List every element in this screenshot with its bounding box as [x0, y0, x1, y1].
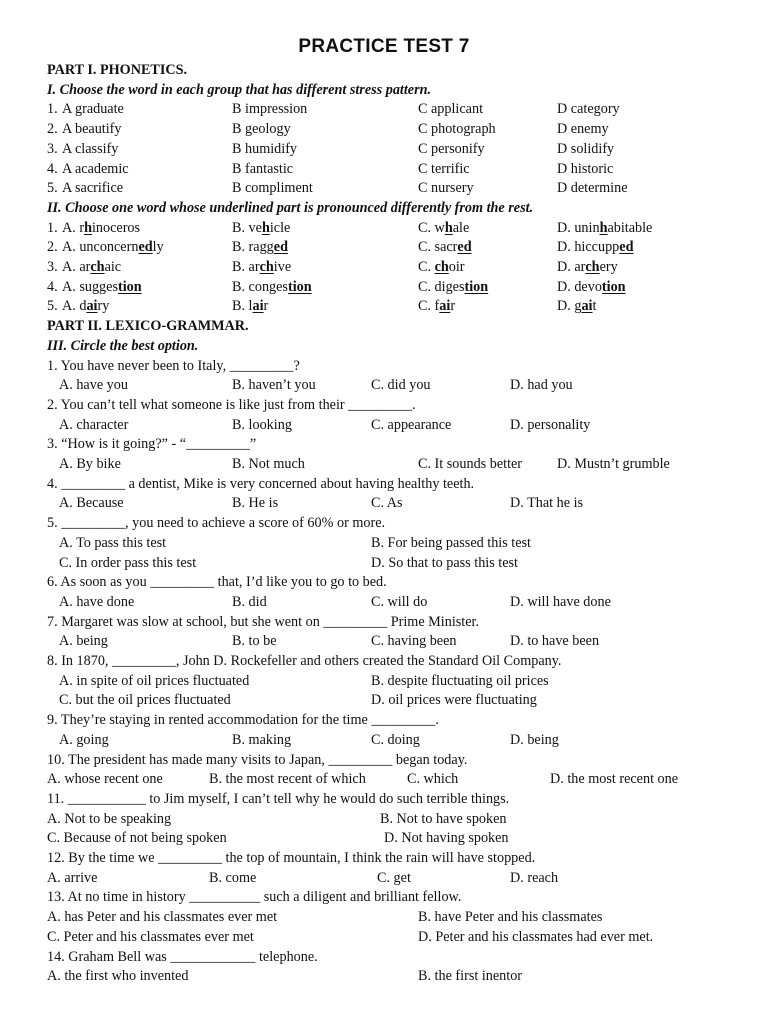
section1-instruction: I. Choose the word in each group that has different stress pattern.	[47, 81, 432, 98]
underlined-part: h	[599, 219, 608, 236]
underlined-part: ed	[273, 239, 288, 256]
stress-question-row	[0, 119, 768, 139]
option-a: A sacrifice	[62, 180, 124, 197]
underlined-part: ed	[457, 239, 472, 256]
underlined-part: ed	[138, 239, 153, 256]
option-b: B impression	[232, 101, 308, 118]
option-a: A. By bike	[59, 456, 121, 472]
options-row	[0, 553, 768, 573]
question-stem: 10. The president has made many visits to Japan, _________ began today.	[47, 751, 468, 768]
option-c: C applicant	[418, 101, 484, 118]
question-stem: 14. Graham Bell was ____________ telephone.	[47, 948, 318, 965]
question-stem-line	[0, 356, 768, 376]
stress-question-row	[0, 178, 768, 198]
option-a: A graduate	[62, 101, 124, 118]
option-a: A. Because	[59, 495, 124, 512]
option-d: D enemy	[557, 121, 609, 138]
question-number: 4.	[47, 278, 58, 295]
underlined-part: h	[444, 219, 453, 236]
option-d: D. personality	[510, 416, 591, 433]
options-row	[0, 533, 768, 553]
question-stem-line	[0, 710, 768, 730]
option-c: C. get	[377, 869, 411, 886]
pronunciation-question-row	[0, 218, 768, 238]
option-b: B. looking	[232, 416, 292, 433]
options-row	[0, 769, 768, 789]
underlined-part: tion	[117, 278, 142, 295]
section2-instruction-line	[0, 198, 768, 218]
option-d: D. had you	[510, 377, 573, 394]
option-d: D category	[557, 101, 620, 118]
question-stem-line	[0, 651, 768, 671]
option-b: B. Not much	[232, 456, 305, 472]
underlined-part: ai	[252, 298, 264, 315]
question-stem: 4. _________ a dentist, Mike is very concerned about having healthy teeth.	[47, 475, 475, 492]
option-c: C personify	[418, 140, 485, 157]
question-number: 3.	[47, 140, 58, 157]
option-a: A classify	[62, 140, 119, 157]
option-b: B geology	[232, 121, 291, 138]
question-number: 5.	[47, 180, 58, 197]
option-a: A. Not to be speaking	[47, 810, 172, 827]
question-stem-line	[0, 572, 768, 592]
option-d: D. to have been	[510, 633, 600, 650]
question-stem-line	[0, 947, 768, 967]
underlined-part: ch	[259, 259, 274, 275]
option-b: B. making	[232, 731, 292, 748]
option-c: C. but the oil prices fluctuated	[59, 692, 231, 709]
option-b: B. haven’t you	[232, 377, 316, 394]
option-d: D. reach	[510, 869, 559, 886]
option-c: C terrific	[418, 160, 470, 177]
option-a: A. character	[59, 416, 129, 433]
question-stem-line	[0, 887, 768, 907]
option-a: A. have you	[59, 377, 128, 394]
options-row	[0, 493, 768, 513]
option-d: D. archery	[557, 259, 618, 275]
option-d: D. Not having spoken	[384, 830, 509, 847]
option-a: A. rhinoceros	[62, 219, 141, 236]
option-c: C. having been	[371, 633, 457, 650]
option-d: D. will have done	[510, 593, 611, 610]
question-stem: 8. In 1870, _________, John D. Rockefeller and others created the Standard Oil Company.	[47, 653, 562, 669]
underlined-part: tion	[464, 278, 489, 295]
option-b: B. the most recent of which	[209, 771, 366, 788]
option-c: C. Peter and his classmates ever met	[47, 928, 254, 945]
question-number: 5.	[47, 298, 58, 315]
question-number: 3.	[47, 259, 58, 275]
options-row	[0, 375, 768, 395]
pronunciation-question-row	[0, 277, 768, 297]
section2-instruction: II. Choose one word whose underlined part is pronounced differently from the rest.	[47, 199, 534, 216]
option-b: B. Not to have spoken	[380, 810, 507, 827]
question-number: 4.	[47, 160, 58, 177]
option-b: B. did	[232, 593, 267, 610]
stress-question-row	[0, 159, 768, 179]
option-a: A. archaic	[62, 259, 122, 275]
option-d: D. Mustn’t grumble	[557, 456, 670, 472]
option-b: B. congestion	[232, 278, 312, 295]
option-a: A. going	[59, 731, 109, 748]
question-number: 2.	[47, 121, 58, 138]
question-stem: 5. _________, you need to achieve a score of 60% or more.	[47, 515, 386, 532]
option-c: C. In order pass this test	[59, 554, 197, 571]
underlined-part: ai	[581, 298, 593, 315]
question-stem-line	[0, 434, 768, 454]
options-row	[0, 415, 768, 435]
options-row	[0, 454, 768, 474]
options-row	[0, 927, 768, 947]
question-stem-line	[0, 395, 768, 415]
section3-instruction: III. Circle the best option.	[47, 337, 199, 354]
question-number: 2.	[47, 239, 58, 256]
underlined-part: ed	[619, 239, 634, 256]
part2-heading-line	[0, 316, 768, 336]
option-c: C nursery	[418, 180, 474, 197]
page-title: PRACTICE TEST 7	[298, 36, 470, 57]
option-b: B. despite fluctuating oil prices	[371, 672, 549, 689]
question-stem: 3. “How is it going?” - “_________”	[47, 436, 257, 453]
option-b: B. lair	[232, 298, 269, 315]
underlined-part: ch	[434, 259, 449, 275]
option-b: B compliment	[232, 180, 313, 197]
option-c: C. Because of not being spoken	[47, 830, 227, 847]
option-c: C. As	[371, 495, 403, 512]
option-a: A academic	[62, 160, 129, 177]
question-number: 1.	[47, 101, 58, 118]
option-b: B fantastic	[232, 160, 294, 177]
question-stem-line	[0, 750, 768, 770]
part1-heading: PART I. PHONETICS.	[47, 62, 188, 78]
option-b: B. to be	[232, 633, 277, 650]
pronunciation-question-row	[0, 257, 768, 277]
option-c: C. sacred	[418, 239, 472, 256]
option-b: B. ragged	[232, 239, 288, 256]
option-b: B. vehicle	[232, 219, 291, 236]
options-row	[0, 809, 768, 829]
option-a: A. whose recent one	[47, 771, 163, 788]
option-b: B. He is	[232, 495, 279, 512]
option-b: B humidify	[232, 140, 298, 157]
stress-question-row	[0, 99, 768, 119]
option-a: A. have done	[59, 593, 135, 610]
option-a: A. suggestion	[62, 278, 142, 295]
option-d: D. That he is	[510, 495, 584, 512]
option-a: A. the first who invented	[47, 968, 189, 985]
option-b: B. archive	[232, 259, 292, 275]
section1-instruction-line	[0, 80, 768, 100]
question-stem: 6. As soon as you _________ that, I’d like you to go to bed.	[47, 574, 387, 591]
question-stem: 7. Margaret was slow at school, but she went on _________ Prime Minister.	[47, 613, 480, 630]
part1-heading-line	[0, 60, 768, 80]
underlined-part: ch	[585, 259, 600, 275]
option-c: C. which	[407, 771, 459, 788]
option-d: D. hiccupped	[557, 239, 634, 256]
option-c: C. fair	[418, 298, 456, 315]
underlined-part: tion	[287, 278, 312, 295]
option-a: A. arrive	[47, 869, 98, 886]
option-a: A. To pass this test	[59, 534, 167, 551]
options-row	[0, 730, 768, 750]
question-stem: 12. By the time we _________ the top of mountain, I think the rain will have stopped.	[47, 850, 536, 866]
option-d: D. So that to pass this test	[371, 554, 519, 571]
option-d: D. being	[510, 731, 559, 748]
option-c: C. choir	[418, 259, 465, 275]
option-a: A. in spite of oil prices fluctuated	[59, 672, 250, 689]
question-stem: 2. You can’t tell what someone is like just from their _________.	[47, 396, 416, 413]
option-c: C. It sounds better	[418, 456, 523, 472]
option-a: A. has Peter and his classmates ever met	[47, 909, 278, 926]
option-b: B. the first inentor	[418, 968, 523, 985]
option-a: A beautify	[62, 121, 122, 138]
option-a: A. being	[59, 633, 108, 650]
option-d: D. gait	[557, 298, 597, 315]
option-c: C. doing	[371, 731, 420, 748]
option-d: D solidify	[557, 140, 615, 157]
option-d: D. uninhabitable	[557, 219, 653, 236]
options-row	[0, 828, 768, 848]
underlined-part: ai	[439, 298, 451, 315]
options-row	[0, 690, 768, 710]
option-a: A. unconcernedly	[62, 239, 164, 256]
question-stem: 1. You have never been to Italy, _________?	[47, 357, 300, 374]
pronunciation-question-row	[0, 237, 768, 257]
option-b: B. For being passed this test	[371, 534, 531, 551]
options-row	[0, 592, 768, 612]
section3-instruction-line	[0, 336, 768, 356]
question-stem-line	[0, 513, 768, 533]
options-row	[0, 631, 768, 651]
option-c: C photograph	[418, 121, 496, 138]
option-c: C. whale	[418, 219, 470, 236]
option-c: C. will do	[371, 593, 428, 610]
options-row	[0, 671, 768, 691]
options-row	[0, 966, 768, 986]
question-stem-line	[0, 789, 768, 809]
question-number: 1.	[47, 219, 58, 236]
part2-heading: PART II. LEXICO-GRAMMAR.	[47, 318, 249, 335]
option-c: C. appearance	[371, 416, 452, 433]
option-c: C. did you	[371, 377, 431, 394]
question-stem-line	[0, 612, 768, 632]
question-stem: 9. They’re staying in rented accommodation for the time _________.	[47, 712, 439, 729]
option-b: B. come	[209, 869, 257, 886]
option-b: B. have Peter and his classmates	[418, 909, 603, 926]
question-stem: 13. At no time in history __________ such a diligent and brilliant fellow.	[47, 889, 462, 906]
question-stem-line	[0, 474, 768, 494]
question-stem-line	[0, 848, 768, 868]
option-d: D historic	[557, 160, 614, 177]
underlined-part: tion	[601, 278, 626, 295]
option-d: D. Peter and his classmates had ever met.	[418, 928, 654, 945]
underlined-part: ai	[86, 298, 98, 315]
underlined-part: h	[261, 219, 270, 236]
option-d: D. the most recent one	[550, 771, 679, 788]
stress-question-row	[0, 139, 768, 159]
option-d: D determine	[557, 180, 628, 197]
option-a: A. dairy	[62, 298, 110, 315]
question-stem: 11. ___________ to Jim myself, I can’t tell why he would do such terrible things.	[47, 790, 510, 807]
underlined-part: h	[84, 219, 92, 236]
option-c: C. digestion	[418, 278, 489, 295]
options-row	[0, 907, 768, 927]
option-d: D. oil prices were fluctuating	[371, 692, 537, 709]
options-row	[0, 868, 768, 888]
underlined-part: ch	[90, 259, 105, 275]
option-d: D. devotion	[557, 278, 626, 295]
pronunciation-question-row	[0, 296, 768, 316]
